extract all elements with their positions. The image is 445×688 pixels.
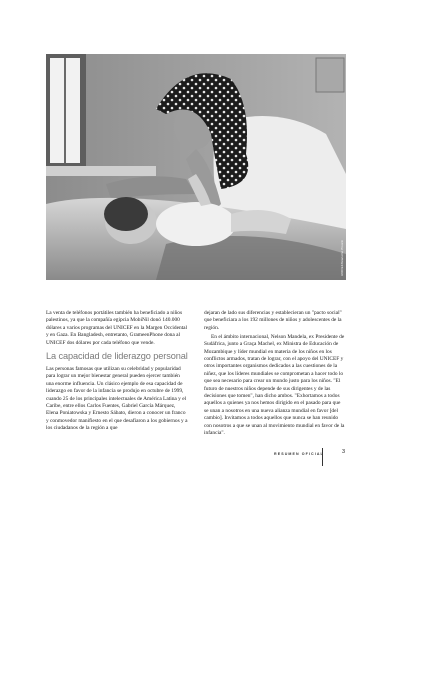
body-paragraph: En el ámbito internacional, Nelson Mandela, ex Presidente de Sudáfrica, junto a Graça Machel, ex Ministra de Educación de Mozambique y líder mundial en materia de los niños en los conflictos armados, tratan de lograr, con el apoyo del UNICEF y otros importantes organismos dedicados a las cuestiones de la niñez, que los líderes mundiales se comprometan a hacer todo lo que sea necesario para crear un mundo justo para los niños. "El futuro de nuestros niños depende de sus dirigentes y de las decisiones que tomen", han dicho ambos. "Exhortamos a todos aquellos a quienes ya nos hemos dirigido en el pasado para que se unan a nosotros en una nueva alianza mundial en favor [del cambio]. Invitamos a todos aquellos que nunca se han reunido con nosotros a que se unan al movimiento mundial en favor de la infancia". — [204, 333, 345, 437]
section-subheading: La capacidad de liderazgo personal — [46, 351, 188, 362]
running-footer-label: RESUMEN OFICIAL — [274, 452, 324, 456]
body-paragraph: dejaran de lado sus diferencias y establecieran un "pacto social" que beneficiara a los 192 millones de niños y adolescentes de la región. — [204, 310, 342, 331]
right-text-column — [204, 310, 346, 439]
footer-divider — [322, 448, 323, 466]
body-paragraph: La venta de teléfonos portátiles también ha beneficiado a niños palestinos, ya que la compañía egipcia MobiNil donó 140.000 dólares a varios programas del UNICEF en la Margen Occidental y en Gaza. En Bangladesh, entretanto, GrameenPhone dona al UNICEF dos dólares por cada teléfono que vende. — [46, 310, 188, 346]
body-paragraph: Las personas famosas que utilizan su celebridad y popularidad para lograr un mejor bienestar general pueden ejercer también una enorme influencia. Un clásico ejemplo de esa capacidad de liderazgo en favor de la infancia se produjo en octubre de 1999, cuando 25 de los principales intelectuales de América Latina y el Caribe, entre ellos Carlos Fuentes, Gabriel García Márquez, Elena Poniatowska y Ernesto Sábato, dieron a conocer un franco y conmovedor manifiesto en el que desafiaron a los gobiernos y a los ciudadanos de la región a que — [46, 366, 188, 432]
photo-illustration — [46, 54, 346, 280]
left-text-column — [46, 310, 188, 434]
page-number: 3 — [342, 449, 346, 455]
photo-credit: UNICEF/Giacomo Pirozzi — [340, 239, 344, 276]
photo-mother-and-baby — [46, 54, 346, 280]
